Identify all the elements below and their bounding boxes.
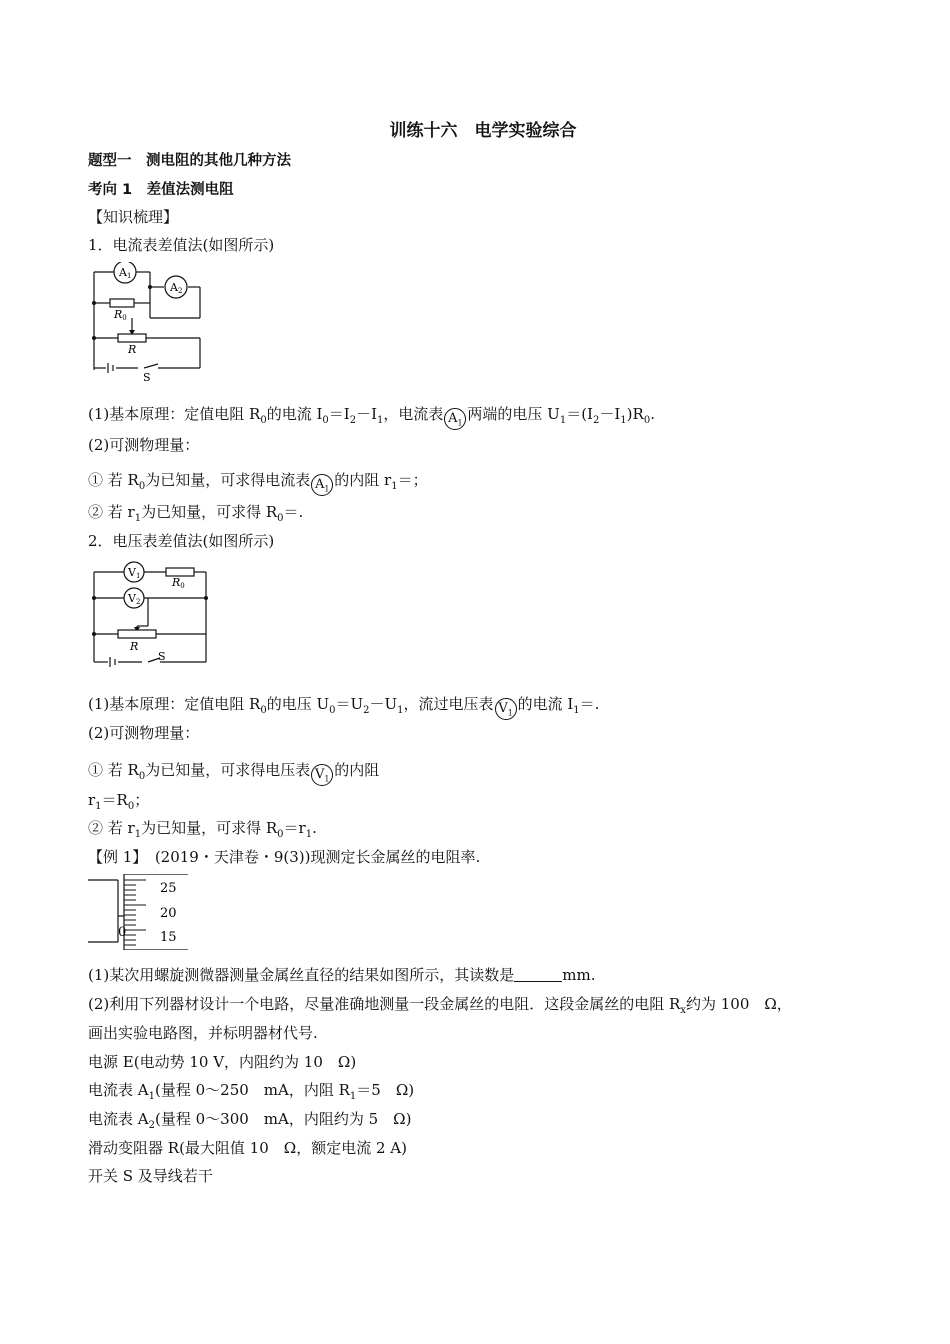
switch-label: S bbox=[143, 371, 151, 382]
section-label: 【知识梳理】 bbox=[88, 208, 179, 226]
method1-item1: ① 若 $R_0$为已知量，可求得电流表 $A_1$的内阻 $r_1=$； bbox=[88, 469, 428, 496]
micrometer-zero: 0 bbox=[118, 925, 127, 940]
heading-direction-one: 考向 1 差值法测电阻 bbox=[88, 182, 234, 198]
method2-item1: ① 若 $R_0$为已知量，可求得电压表 $V_1$的内阻 bbox=[88, 759, 379, 786]
question-2-cont: 画出实验电路图，并标明器材代号. bbox=[88, 1024, 318, 1042]
method2-item2: ② 若 $r_1$为已知量，可求得 $R_0=r_1$. bbox=[88, 819, 317, 840]
heading-type-one: 题型一 测电阻的其他几种方法 bbox=[88, 153, 291, 169]
example-header: 【例 1】 (2019・天津卷・9(3))现测定长金属丝的电阻率. bbox=[88, 848, 481, 866]
method2-measurable: (2)可测物理量： bbox=[88, 724, 200, 742]
material-rheostat: 滑动变阻器 R(最大阻值 10 Ω，额定电流 2 A) bbox=[88, 1139, 407, 1157]
method1-principle: (1)基本原理：定值电阻 $R_0$的电流 $I_0=I_2-I_1$，电流表 $A_1$两端的电压 $U_1=(I_2-I_1)R_0$. bbox=[88, 403, 655, 430]
material-ammeter-a2: 电流表 $A_2$(量程 0～300 mA，内阻约为 5 Ω) bbox=[88, 1110, 412, 1131]
voltmeter-v1-label: V1 bbox=[128, 566, 141, 580]
method2-item1-cont: $r_1=R_0$； bbox=[88, 791, 150, 812]
micrometer-tick-25: 25 bbox=[160, 881, 177, 896]
ammeter-a1-label: A1 bbox=[119, 266, 132, 280]
micrometer-figure bbox=[88, 874, 198, 950]
method1-heading: 1．电流表差值法(如图所示) bbox=[88, 236, 275, 254]
r0-label: R0 bbox=[114, 308, 127, 322]
method2-principle: (1)基本原理：定值电阻 $R_0$的电压 $U_0=U_2-U_1$，流过电压表 $V_1$的电流 $I_1=$. bbox=[88, 693, 599, 720]
method1-item2: ② 若 $r_1$为已知量，可求得 $R_0=$. bbox=[88, 503, 304, 524]
micrometer-tick-15: 15 bbox=[160, 930, 177, 945]
answer-blank[interactable] bbox=[514, 967, 562, 982]
ammeter-a1-icon: $A_1$ bbox=[444, 408, 466, 430]
page-title: 训练十六 电学实验综合 bbox=[389, 121, 577, 141]
question-2: (2)利用下列器材设计一个电路，尽量准确地测量一段金属丝的电阻．这段金属丝的电阻 $R_x$约为 100 Ω， bbox=[88, 995, 792, 1016]
ammeter-a2-label: A2 bbox=[170, 281, 183, 295]
ammeter-a1-icon: $A_1$ bbox=[311, 474, 333, 496]
rheostat-label: R bbox=[130, 640, 139, 653]
method1-measurable: (2)可测物理量： bbox=[88, 436, 200, 454]
micrometer-tick-20: 20 bbox=[160, 906, 177, 921]
voltmeter-v1-icon: $V_1$ bbox=[495, 698, 517, 720]
method2-heading: 2．电压表差值法(如图所示) bbox=[88, 532, 275, 550]
ammeter-difference-circuit bbox=[88, 262, 208, 382]
material-switch: 开关 S 及导线若干 bbox=[88, 1167, 213, 1185]
voltmeter-v1-icon: $V_1$ bbox=[311, 764, 333, 786]
r0-label: R0 bbox=[172, 576, 185, 590]
voltmeter-difference-circuit bbox=[88, 558, 213, 668]
question-1: (1)某次用螺旋测微器测量金属丝直径的结果如图所示，其读数是 mm. bbox=[88, 966, 596, 984]
rheostat-label: R bbox=[128, 343, 137, 356]
voltmeter-v2-label: V2 bbox=[128, 592, 141, 606]
material-power: 电源 E(电动势 10 V，内阻约为 10 Ω) bbox=[88, 1053, 357, 1071]
switch-label: S bbox=[158, 650, 166, 663]
material-ammeter-a1: 电流表 $A_1$(量程 0～250 mA，内阻 $R_1=5$ Ω) bbox=[88, 1081, 415, 1102]
